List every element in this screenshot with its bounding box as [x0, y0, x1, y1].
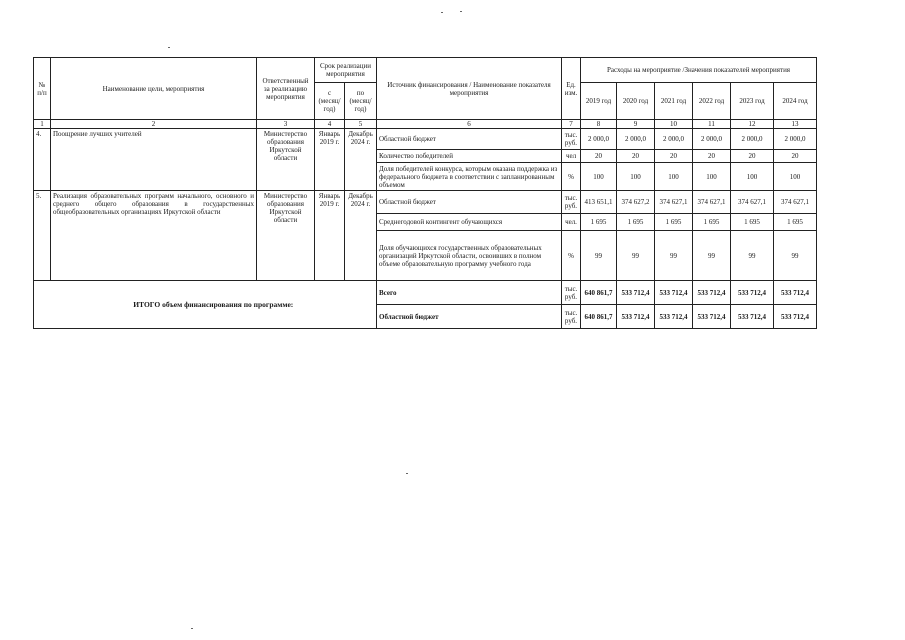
- value-cell: 374 627,1: [655, 191, 693, 214]
- source-cell: Областной бюджет: [377, 305, 562, 329]
- value-cell: 374 627,2: [617, 191, 655, 214]
- value-cell: 100: [581, 163, 617, 191]
- value-cell: 413 651,1: [581, 191, 617, 214]
- header-year: 2020 год: [617, 83, 655, 120]
- value-cell: 2 000,0: [693, 129, 731, 150]
- unit-cell: чел: [562, 150, 581, 163]
- period-from: Январь 2019 г.: [315, 191, 345, 281]
- value-cell: 1 695: [617, 214, 655, 231]
- header-source: Источник финансирования / Наименование показателя мероприятия: [377, 58, 562, 120]
- unit-cell: %: [562, 163, 581, 191]
- value-cell: 1 695: [774, 214, 817, 231]
- header-year: 2021 год: [655, 83, 693, 120]
- value-cell: 1 695: [581, 214, 617, 231]
- program-financing-table: [33, 57, 817, 329]
- column-index: 5: [345, 120, 377, 129]
- column-index: 4: [315, 120, 345, 129]
- table-row: [34, 129, 817, 150]
- row-number: 4.: [34, 129, 51, 191]
- column-index: 9: [617, 120, 655, 129]
- value-cell: 374 627,1: [693, 191, 731, 214]
- value-cell: 533 712,4: [774, 305, 817, 329]
- unit-cell: тыс. руб.: [562, 281, 581, 305]
- column-index: 13: [774, 120, 817, 129]
- value-cell: 2 000,0: [731, 129, 774, 150]
- value-cell: 533 712,4: [731, 281, 774, 305]
- value-cell: 99: [774, 231, 817, 281]
- period-to: Декабрь 2024 г.: [345, 129, 377, 191]
- header-from: с (месяц/ год): [315, 83, 345, 120]
- source-cell: Всего: [377, 281, 562, 305]
- header-to: по (месяц/ год): [345, 83, 377, 120]
- header-year: 2019 год: [581, 83, 617, 120]
- value-cell: 99: [617, 231, 655, 281]
- value-cell: 533 712,4: [655, 281, 693, 305]
- value-cell: 99: [581, 231, 617, 281]
- value-cell: 100: [774, 163, 817, 191]
- table-row: [34, 191, 817, 214]
- value-cell: 20: [655, 150, 693, 163]
- responsible-org: Министерство образования Иркутской области: [257, 191, 315, 281]
- header-year: 2022 год: [693, 83, 731, 120]
- value-cell: 374 627,1: [774, 191, 817, 214]
- value-cell: 20: [731, 150, 774, 163]
- total-spacer: [34, 281, 51, 329]
- scan-speck: [441, 12, 443, 13]
- unit-cell: тыс. руб.: [562, 305, 581, 329]
- value-cell: 1 695: [655, 214, 693, 231]
- value-cell: 100: [617, 163, 655, 191]
- value-cell: 1 695: [693, 214, 731, 231]
- header-year: 2024 год: [774, 83, 817, 120]
- header-name: Наименование цели, мероприятия: [51, 58, 257, 120]
- column-index: 12: [731, 120, 774, 129]
- scan-speck: [168, 47, 170, 48]
- value-cell: 2 000,0: [655, 129, 693, 150]
- column-index: 7: [562, 120, 581, 129]
- source-cell: Областной бюджет: [377, 129, 562, 150]
- measure-name: Поощрение лучших учителей: [51, 129, 257, 191]
- header-period: Срок реализации мероприятия: [315, 58, 377, 83]
- value-cell: 533 712,4: [731, 305, 774, 329]
- source-cell: Количество победителей: [377, 150, 562, 163]
- header-num: № п/п: [34, 58, 51, 120]
- value-cell: 533 712,4: [693, 305, 731, 329]
- value-cell: 640 861,7: [581, 281, 617, 305]
- value-cell: 20: [617, 150, 655, 163]
- scan-speck: [460, 11, 462, 12]
- period-to: Декабрь 2024 г.: [345, 191, 377, 281]
- value-cell: 374 627,1: [731, 191, 774, 214]
- source-cell: Областной бюджет: [377, 191, 562, 214]
- value-cell: 2 000,0: [617, 129, 655, 150]
- value-cell: 100: [731, 163, 774, 191]
- budget-table-sheet: [33, 57, 816, 341]
- column-index: 1: [34, 120, 51, 129]
- value-cell: 533 712,4: [774, 281, 817, 305]
- header-expenses: Расходы на мероприятие /Значения показателей мероприятия: [581, 58, 817, 83]
- value-cell: 533 712,4: [617, 305, 655, 329]
- column-index: 10: [655, 120, 693, 129]
- column-index: 8: [581, 120, 617, 129]
- value-cell: 99: [655, 231, 693, 281]
- value-cell: 533 712,4: [655, 305, 693, 329]
- column-index: 6: [377, 120, 562, 129]
- scan-speck: [191, 628, 193, 629]
- unit-cell: тыс. руб.: [562, 129, 581, 150]
- value-cell: 100: [655, 163, 693, 191]
- value-cell: 1 695: [731, 214, 774, 231]
- unit-cell: %: [562, 231, 581, 281]
- value-cell: 20: [774, 150, 817, 163]
- value-cell: 20: [581, 150, 617, 163]
- period-from: Январь 2019 г.: [315, 129, 345, 191]
- source-cell: Доля победителей конкурса, которым оказана поддержка из федерального бюджета в соответствии с запланированным объемом: [377, 163, 562, 191]
- value-cell: 100: [693, 163, 731, 191]
- column-index: 2: [51, 120, 257, 129]
- value-cell: 533 712,4: [693, 281, 731, 305]
- header-unit: Ед. изм.: [562, 58, 581, 120]
- scan-speck: [406, 473, 408, 474]
- measure-name: Реализация образовательных программ начального, основного и среднего общего образования в государственных общеобразовательных организациях Иркутской области: [51, 191, 257, 281]
- value-cell: 640 861,7: [581, 305, 617, 329]
- column-index: 11: [693, 120, 731, 129]
- value-cell: 99: [693, 231, 731, 281]
- total-row: [34, 281, 817, 305]
- source-cell: Доля обучающихся государственных образовательных организаций Иркутской области, освоивших в полном объеме образовательную программу учебного года: [377, 231, 562, 281]
- unit-cell: тыс. руб.: [562, 191, 581, 214]
- header-year: 2023 год: [731, 83, 774, 120]
- value-cell: 533 712,4: [617, 281, 655, 305]
- value-cell: 99: [731, 231, 774, 281]
- responsible-org: Министерство образования Иркутской области: [257, 129, 315, 191]
- total-label: ИТОГО объем финансирования по программе:: [51, 281, 377, 329]
- row-number: 5.: [34, 191, 51, 281]
- header-responsible: Ответственный за реализацию мероприятия: [257, 58, 315, 120]
- unit-cell: чел.: [562, 214, 581, 231]
- column-index: 3: [257, 120, 315, 129]
- source-cell: Среднегодовой контингент обучающихся: [377, 214, 562, 231]
- value-cell: 2 000,0: [774, 129, 817, 150]
- value-cell: 20: [693, 150, 731, 163]
- value-cell: 2 000,0: [581, 129, 617, 150]
